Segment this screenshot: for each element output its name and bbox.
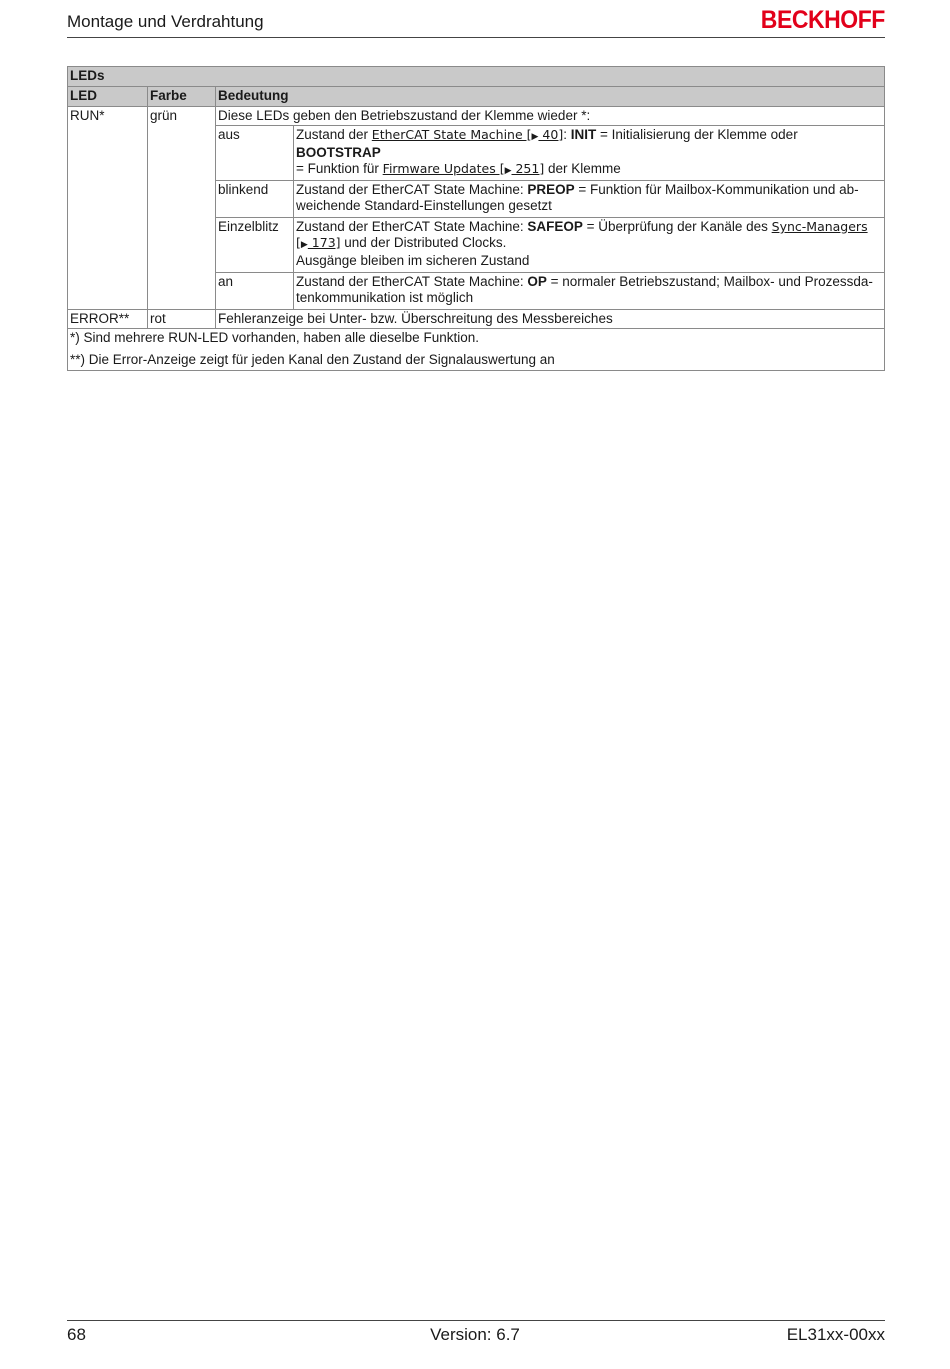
brand-logo: BECKHOFF bbox=[760, 6, 885, 34]
error-led-color: rot bbox=[148, 310, 216, 329]
led-table bbox=[67, 66, 885, 371]
state-description-blinkend: Zustand der EtherCAT State Machine: PREOP = Funktion für Mailbox-Kommunikation und ab-weichende Standard-Einstellungen gesetzt bbox=[294, 181, 885, 218]
document-version: Version: 6.7 bbox=[430, 1325, 520, 1344]
page-section-title: Montage und Verdrahtung bbox=[67, 12, 264, 31]
state-description-einzelblitz: Zustand der EtherCAT State Machine: SAFEOP = Überprüfung der Kanäle des Sync-Managers [▶ 173] und der Distributed Clocks. Ausgänge bleiben im sicheren Zustand bbox=[294, 218, 885, 273]
page-ref-arrow-icon: ▶ bbox=[504, 166, 512, 176]
table-footnotes bbox=[68, 329, 885, 371]
run-led-color: grün bbox=[148, 107, 216, 310]
state-label-aus: aus bbox=[216, 126, 294, 181]
header-divider bbox=[67, 37, 885, 38]
state-label-blinkend: blinkend bbox=[216, 181, 294, 218]
link-sync-managers[interactable]: Sync-Managers bbox=[771, 219, 868, 234]
table-row bbox=[68, 310, 885, 329]
error-led-meaning: Fehleranzeige bei Unter- bzw. Überschreitung des Messbereiches bbox=[216, 310, 885, 329]
state-label-einzelblitz: Einzelblitz bbox=[216, 218, 294, 273]
error-led-name: ERROR** bbox=[68, 310, 148, 329]
link-sync-managers-page[interactable]: [▶ 173] bbox=[296, 235, 341, 250]
page-number: 68 bbox=[67, 1325, 86, 1344]
state-description-an: Zustand der EtherCAT State Machine: OP = normaler Betriebszustand; Mailbox- und Prozessda-tenkommunikation ist möglich bbox=[294, 273, 885, 310]
footnote-run: *) Sind mehrere RUN-LED vorhanden, haben alle dieselbe Funktion. bbox=[70, 330, 479, 345]
column-header-color: Farbe bbox=[148, 87, 216, 107]
state-label-an: an bbox=[216, 273, 294, 310]
footer-divider bbox=[67, 1320, 885, 1321]
run-led-intro: Diese LEDs geben den Betriebszustand der Klemme wieder *: bbox=[216, 107, 885, 126]
product-name: EL31xx-00xx bbox=[786, 1325, 885, 1344]
link-firmware-updates[interactable]: Firmware Updates [▶ 251] bbox=[383, 161, 545, 176]
run-led-name: RUN* bbox=[68, 107, 148, 310]
footnote-error: **) Die Error-Anzeige zeigt für jeden Kanal den Zustand der Signalauswertung an bbox=[70, 352, 555, 367]
state-description-aus: Zustand der EtherCAT State Machine [▶ 40]: INIT = Initialisierung der Klemme oder BOOTSTRAP = Funktion für Firmware Updates [▶ 251] der Klemme bbox=[294, 126, 885, 181]
page-ref-arrow-icon: ▶ bbox=[300, 240, 308, 250]
link-ethercat-state-machine[interactable]: EtherCAT State Machine [▶ 40] bbox=[372, 127, 563, 142]
page-ref-arrow-icon: ▶ bbox=[531, 132, 539, 142]
column-header-meaning: Bedeutung bbox=[216, 87, 885, 107]
table-caption: LEDs bbox=[68, 67, 885, 87]
column-header-led: LED bbox=[68, 87, 148, 107]
